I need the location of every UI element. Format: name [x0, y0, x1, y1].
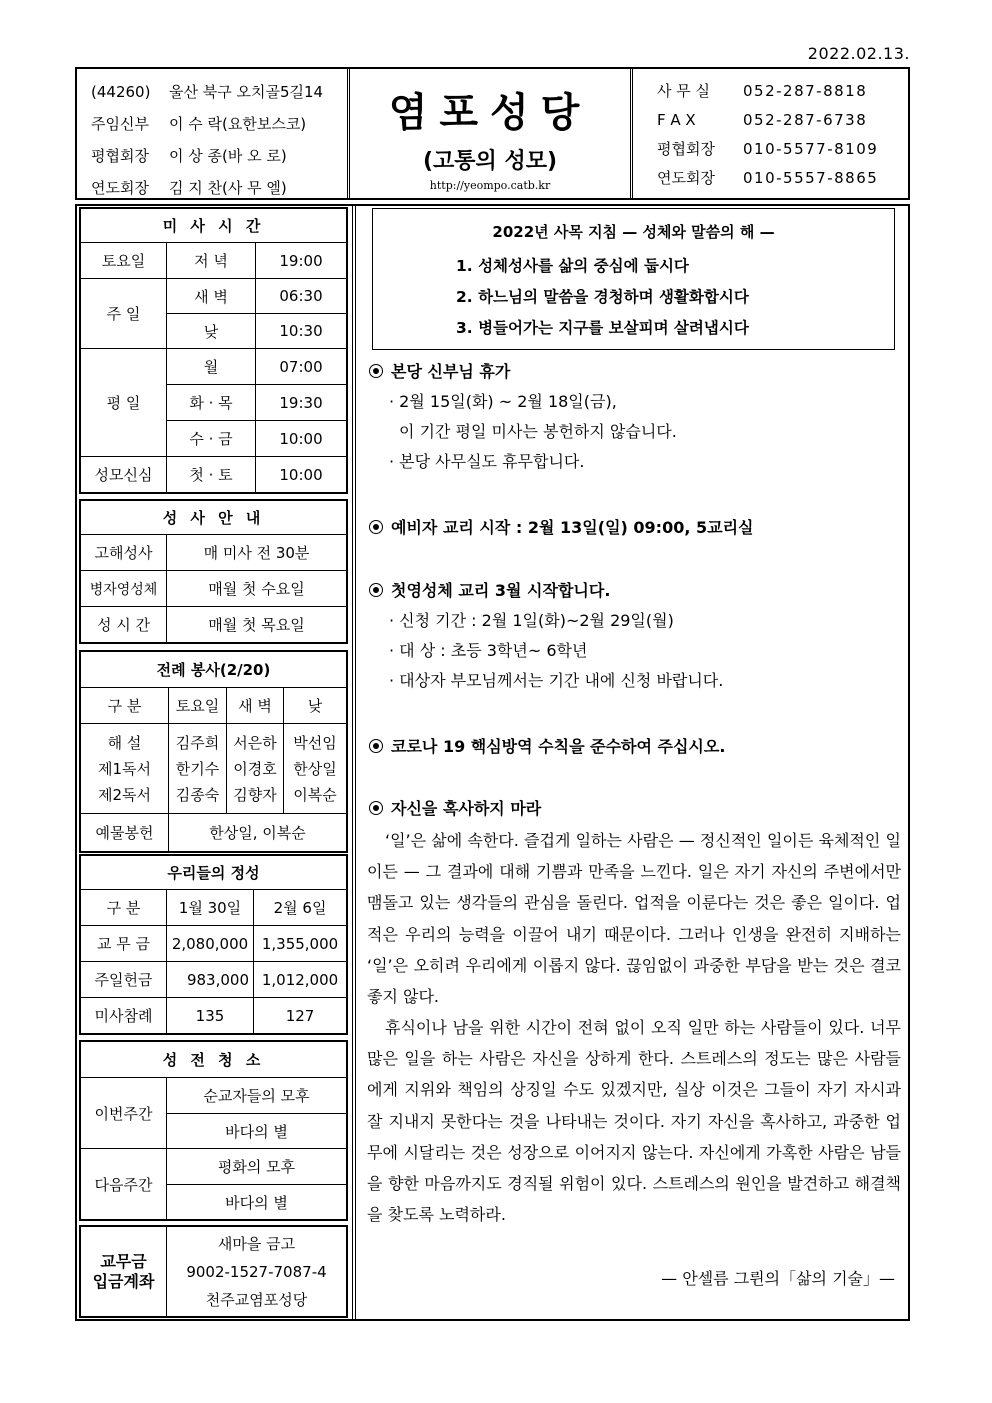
marian-time: 10:00 [256, 457, 347, 493]
attendance-a: 135 [167, 998, 254, 1034]
sick-communion-value: 매월 첫 수요일 [167, 571, 347, 607]
parish-title: 염포성당 [388, 90, 592, 136]
day-commentator: 박선임 [293, 733, 337, 752]
role-commentator: 해 설 [107, 733, 142, 752]
day-reading-1: 한상일 [293, 759, 337, 778]
office-phone: 052-287-8818 [743, 82, 868, 100]
essay-head: 자신을 혹사하지 마라 [391, 799, 542, 818]
sacrament-title: 성 사 안 내 [81, 501, 347, 535]
dawn-reading-2: 김향자 [233, 785, 277, 804]
attendance-label: 미사참례 [81, 998, 167, 1034]
sick-communion-label: 병자영성체 [81, 571, 167, 607]
parish-subtitle: (고통의 성모) [422, 149, 558, 174]
offering-title: 우리들의 정성 [81, 856, 347, 890]
policy-title: 2022년 사목 지침 — 성체와 말씀의 해 — [492, 223, 775, 241]
liturgy-title: 전례 봉사(2/20) [81, 652, 347, 688]
notice-first-communion [369, 576, 723, 696]
liturgy-header-dawn: 새 벽 [227, 688, 284, 724]
communion-line-3: · 대상자 부모님께서는 기간 내에 신청 바랍니다. [389, 671, 724, 690]
essay-paragraph-1: ‘일’은 삶에 속한다. 즐겁게 일하는 사람은 — 정신적인 일이든 육체적인 일이든 — 그 결과에 대해 기쁨과 만족을 느낀다. 일은 자기 자신의 주변에서만 맴돌고 있는 생각들의 관심을 돌린다. 업적을 이룬다는 것은 좋은 일이다. 업적은 우리의 능력을 이끌어 내기 때문이다. 그러나 인생을 완전히 지배하는 ‘일’은 오히려 우리에게 이롭지 않다. 끊임없이 과중한 부담을 받는 것은 결코 좋지 않다. [367, 831, 901, 1007]
saturday-time: 19:00 [256, 243, 347, 279]
this-week-team-1: 순교자들의 모후 [167, 1078, 347, 1114]
address-row [77, 78, 347, 107]
offering-value: 한상일, 이복순 [169, 814, 347, 852]
offering-table [80, 855, 347, 1034]
account-label [81, 1227, 167, 1317]
policy-item-1: 1. 성체성사를 삶의 중심에 둡시다 [456, 257, 689, 275]
sunday-dawn-time: 06:30 [256, 279, 347, 314]
weekday-tue-thu: 화 · 목 [167, 385, 256, 421]
marian-label: 성모신심 [81, 457, 167, 493]
offering-label: 예물봉헌 [81, 814, 169, 852]
sacrament-table [80, 500, 347, 643]
tithe-a: 2,080,000 [167, 926, 254, 962]
catechumen-head: 예비자 교리 시작 : 2월 13일(일) 09:00, 5교리실 [391, 518, 754, 537]
notice-essay [369, 794, 541, 824]
sunday-day-time: 10:30 [256, 314, 347, 349]
prayer-label: 연도회장 [91, 179, 149, 197]
council-phone-row [633, 135, 911, 164]
account-holder: 천주교염포성당 [205, 1290, 308, 1309]
weekday-wed-fri-time: 10:00 [256, 421, 347, 457]
liturgy-header-sat: 토요일 [169, 688, 227, 724]
fax-label: F A X [657, 111, 696, 129]
offering-header-a: 1월 30일 [167, 890, 254, 926]
fax-row [633, 106, 911, 135]
liturgy-day-names [284, 724, 347, 814]
marian-when: 첫 · 토 [167, 457, 256, 493]
bullet-icon [369, 583, 383, 597]
offering-header-category: 구 분 [81, 890, 167, 926]
fax-number: 052-287-6738 [743, 111, 868, 129]
role-reading-2: 제2독서 [97, 785, 151, 804]
mass-times-title: 미 사 시 간 [81, 209, 347, 243]
sunday-label: 주 일 [81, 279, 167, 349]
this-week-team-2: 바다의 별 [167, 1114, 347, 1149]
postal-code: (44260) [91, 83, 151, 101]
account-number: 9002-1527-7087-4 [186, 1262, 327, 1281]
prayer-name: 김 지 찬(사 무 엘) [169, 179, 287, 197]
saturday-label: 토요일 [81, 243, 167, 279]
essay-paragraph-2: 휴식이나 남을 위한 시간이 전혀 없이 오직 일만 하는 사람들이 있다. 너무 많은 일을 하는 사람은 자신을 상하게 한다. 스트레스의 정도는 많은 사람들에게 지위와 책임의 상징일 수도 있겠지만, 실상 이것은 그들이 자기 자시과 잘 지내지 못한다는 것을 나타내는 것이다. 자기 자신을 혹사하고, 과중한 업무에 시달리는 것은 성장으로 이어지지 않는다. 자신에게 가혹한 사람은 남들을 향한 마음까지도 경직될 위험이 있다. 스트레스의 원인을 발견하고 해결책을 찾도록 노력하라. [367, 1018, 901, 1225]
vacation-head: 본당 신부님 휴가 [391, 362, 511, 381]
weekday-wed-fri: 수 · 금 [167, 421, 256, 457]
pastor-row [77, 110, 347, 139]
council-phone-label: 평협회장 [657, 140, 715, 158]
weekday-mon: 월 [167, 349, 256, 385]
notice-covid [369, 732, 725, 762]
role-reading-1: 제1독서 [97, 759, 151, 778]
header-contacts [630, 69, 911, 198]
liturgy-section [80, 651, 346, 852]
tithe-label: 교 무 금 [81, 926, 167, 962]
weekday-mon-time: 07:00 [256, 349, 347, 385]
next-week-label: 다음주간 [81, 1149, 167, 1220]
office-row [633, 77, 911, 106]
council-phone: 010-5577-8109 [743, 140, 879, 158]
account-label-line-2: 입금계좌 [92, 1271, 155, 1291]
cleaning-table [80, 1041, 347, 1220]
council-label: 평협회장 [91, 147, 149, 165]
vacation-line-1: · 2월 15일(화) ~ 2월 18일(금), [389, 392, 617, 411]
dawn-reading-1: 이경호 [233, 759, 277, 778]
notice-vacation [369, 357, 677, 477]
office-label: 사 무 실 [657, 82, 711, 100]
attendance-b: 127 [254, 998, 347, 1034]
account-details [167, 1227, 347, 1317]
bullet-icon [369, 520, 383, 534]
council-name: 이 상 종(바 오 로) [169, 147, 287, 165]
prayer-phone-label: 연도회장 [657, 169, 715, 187]
sat-reading-1: 한기수 [175, 759, 220, 778]
vacation-line-2: 이 기간 평일 미사는 봉헌하지 않습니다. [399, 422, 677, 441]
issue-date: 2022.02.13. [807, 44, 910, 63]
communion-head: 첫영성체 교리 3월 시작합니다. [391, 581, 611, 600]
liturgy-roles [81, 724, 169, 814]
holy-hour-label: 성 시 간 [81, 607, 167, 643]
tithe-b: 1,355,000 [254, 926, 347, 962]
dawn-commentator: 서은하 [233, 733, 277, 752]
day-reading-2: 이복순 [293, 785, 337, 804]
collection-a: 983,000 [167, 962, 254, 998]
cleaning-title: 성 전 청 소 [81, 1042, 347, 1078]
header-box [75, 67, 910, 200]
parish-url[interactable]: http://yeompo.catb.kr [429, 179, 551, 192]
communion-line-1: · 신청 기간 : 2월 1일(화)~2월 29일(월) [389, 611, 674, 630]
weekday-tue-thu-time: 19:30 [256, 385, 347, 421]
collection-b: 1,012,000 [254, 962, 347, 998]
weekday-label: 평 일 [81, 349, 167, 457]
communion-line-2: · 대 상 : 초등 3학년~ 6학년 [389, 641, 588, 660]
liturgy-dawn-names [227, 724, 284, 814]
offering-section [80, 855, 346, 1034]
vacation-line-3: · 본당 사무실도 휴무합니다. [389, 452, 585, 471]
prayer-phone-row [633, 164, 911, 193]
confession-label: 고해성사 [81, 535, 167, 571]
offering-header-b: 2월 6일 [254, 890, 347, 926]
prayer-phone: 010-5557-8865 [743, 169, 879, 187]
sat-commentator: 김주희 [175, 733, 220, 752]
liturgy-header-category: 구 분 [81, 688, 169, 724]
address: 울산 북구 오치골5길14 [169, 83, 324, 101]
pastoral-policy-box [372, 208, 895, 350]
header-info [77, 69, 350, 198]
this-week-label: 이번주간 [81, 1078, 167, 1149]
saturday-when: 저 녁 [167, 243, 256, 279]
next-week-team-2: 바다의 별 [167, 1185, 347, 1220]
liturgy-header-day: 낮 [284, 688, 347, 724]
account-table [80, 1226, 347, 1317]
liturgy-sat-names [169, 724, 227, 814]
holy-hour-value: 매월 첫 목요일 [167, 607, 347, 643]
sat-reading-2: 김종숙 [175, 785, 220, 804]
header-title [350, 69, 630, 198]
prayer-row [77, 174, 347, 203]
sunday-dawn: 새 벽 [167, 279, 256, 314]
mass-times-table [80, 208, 347, 493]
bullet-icon [369, 801, 383, 815]
sacrament-section [80, 500, 346, 643]
sunday-day: 낮 [167, 314, 256, 349]
bullet-icon [369, 364, 383, 378]
essay-source: — 안셀름 그륀의「삶의 기술」— [661, 1269, 895, 1288]
pastor-label: 주임신부 [91, 115, 149, 133]
column-divider [352, 206, 356, 1319]
account-section [80, 1226, 346, 1317]
policy-item-2: 2. 하느님의 말씀을 경청하며 생활화합시다 [456, 288, 749, 306]
next-week-team-1: 평화의 모후 [167, 1149, 347, 1185]
account-label-line-1: 교무금 [100, 1251, 147, 1271]
notice-catechumen [369, 513, 753, 543]
liturgy-table [80, 651, 347, 852]
bank-name: 새마을 금고 [217, 1234, 296, 1253]
covid-head: 코로나 19 핵심방역 수칙을 준수하여 주십시오. [391, 737, 726, 756]
collection-label: 주일헌금 [81, 962, 167, 998]
policy-item-3: 3. 병들어가는 지구를 보살피며 살려냅시다 [456, 319, 749, 337]
mass-times-section [80, 208, 346, 493]
council-row [77, 142, 347, 171]
bullet-icon [369, 739, 383, 753]
cleaning-section [80, 1041, 346, 1220]
pastor-name: 이 수 락(요한보스코) [169, 115, 307, 133]
confession-value: 매 미사 전 30분 [167, 535, 347, 571]
